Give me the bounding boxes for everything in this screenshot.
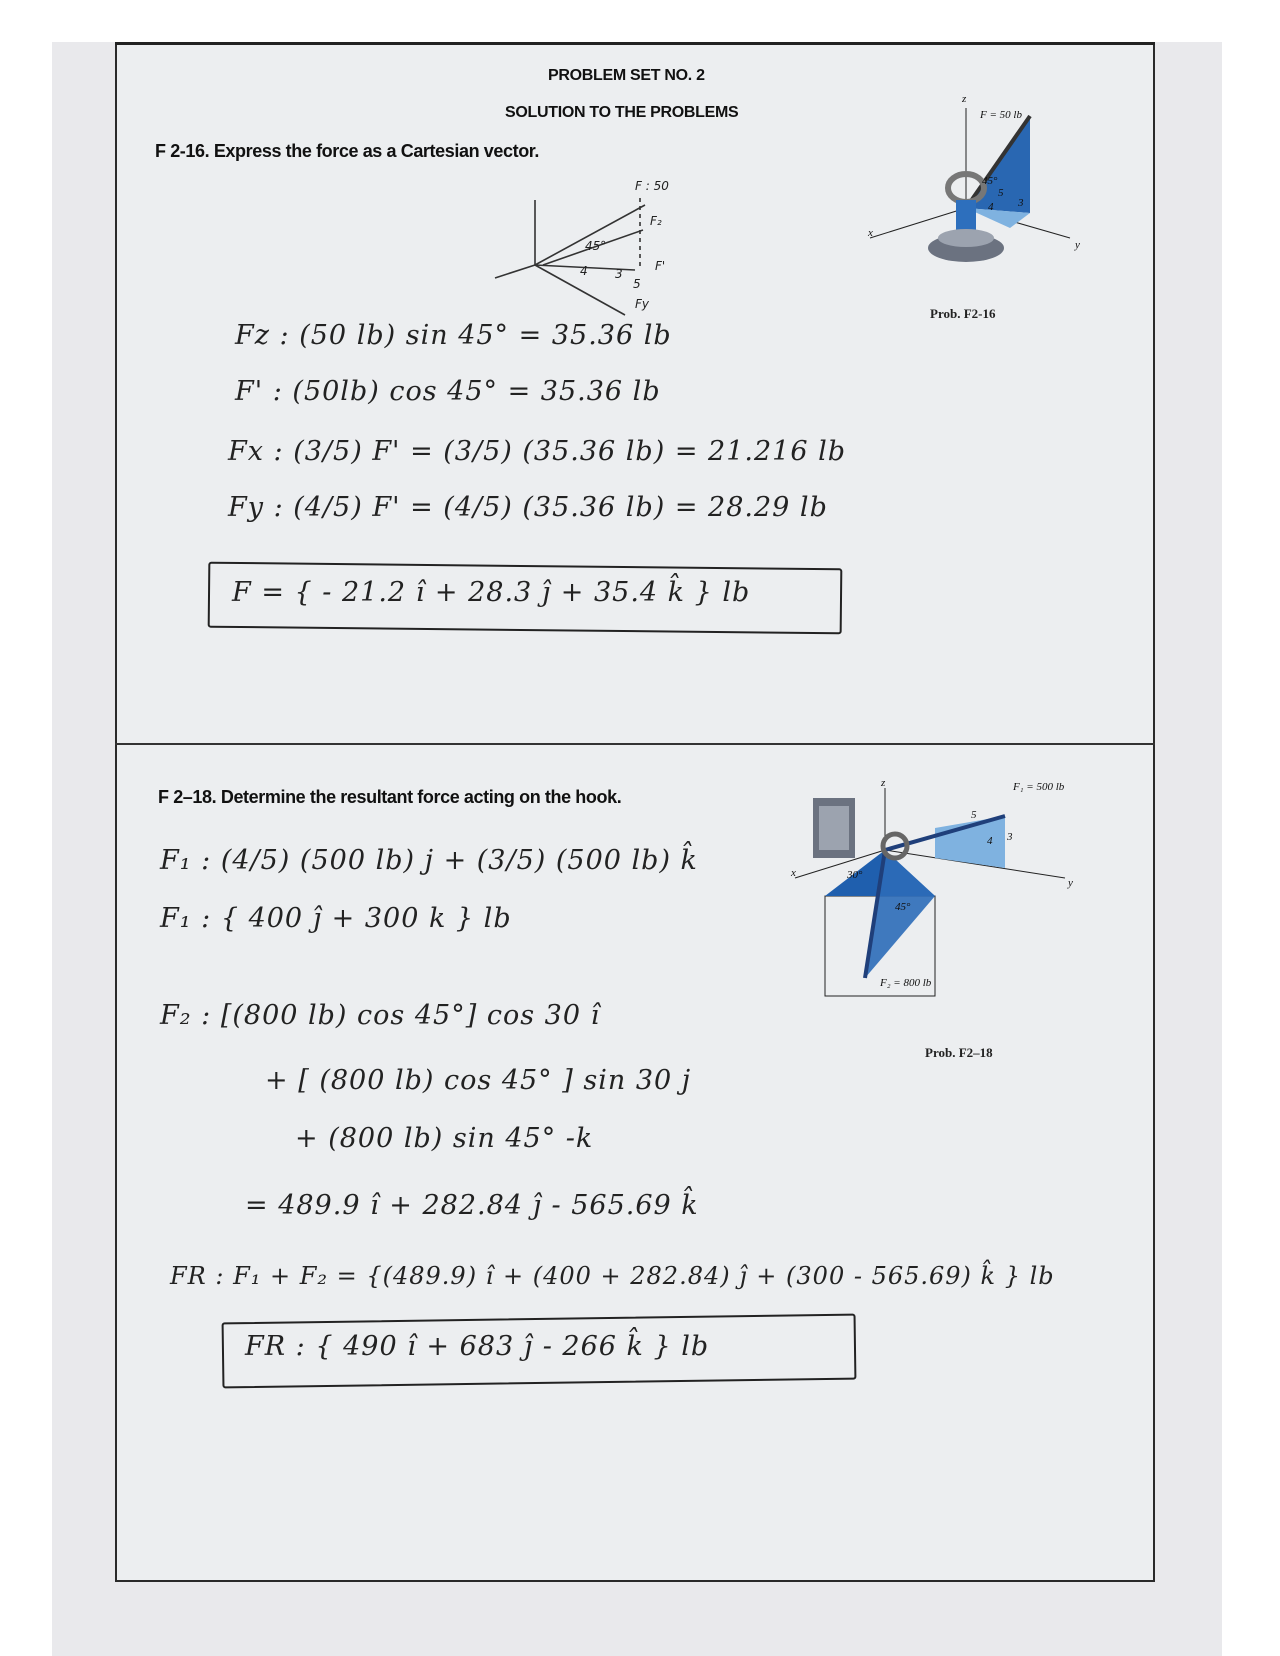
sketch-n4: 4: [580, 264, 588, 278]
p1-line-fx: Fx : (3/5) F' = (3/5) (35.36 lb) = 21.216 lb: [228, 436, 847, 467]
fig2-n3: 3: [1007, 831, 1013, 843]
problem-set-title: PROBLEM SET NO. 2: [548, 67, 705, 84]
fig2-axis-y: y: [1068, 877, 1073, 889]
fig1-n3: 3: [1018, 197, 1024, 209]
p2-line-f2-result: = 489.9 î + 282.84 ĵ - 565.69 k̂: [245, 1190, 699, 1221]
fig1-axis-x: x: [868, 227, 873, 239]
p2-line-resultant-sum: FR : F₁ + F₂ = {(489.9) î + (400 + 282.84) ĵ + (300 - 565.69) k̂ } lb: [170, 1262, 1055, 1290]
p1-answer: F = { - 21.2 î + 28.3 ĵ + 35.4 k̂ } lb: [232, 577, 751, 608]
sketch-force-label: F : 50: [635, 179, 669, 193]
problem-f2-18-title: F 2–18. Determine the resultant force acting on the hook.: [158, 787, 622, 807]
p2-line-f1-vector: F₁ : { 400 ĵ + 300 k } lb: [160, 903, 512, 934]
fig1-axis-y: y: [1075, 239, 1080, 251]
fig2-angle45: 45°: [895, 901, 911, 913]
problem-set-subtitle: SOLUTION TO THE PROBLEMS: [505, 104, 739, 121]
fig2-n4: 4: [987, 835, 993, 847]
fig1-n5: 5: [998, 187, 1004, 199]
p1-line-fprime: F' : (50lb) cos 45° = 35.36 lb: [235, 376, 661, 407]
fig2-n5: 5: [971, 809, 977, 821]
sketch-fy-label: Fy: [635, 297, 650, 311]
fig1-force-label: F = 50 lb: [980, 109, 1022, 121]
sketch-n3: 3: [615, 267, 623, 281]
problem-f2-16-title: F 2-16. Express the force as a Cartesian vector.: [155, 141, 539, 161]
top-border: [115, 42, 1155, 45]
fig2-angle30: 30°: [847, 869, 863, 881]
fig1-n4: 4: [988, 201, 994, 213]
p2-line-f2-j: + [ (800 lb) cos 45° ] sin 30 j: [265, 1065, 692, 1096]
textbook-figure-f2-16: [870, 88, 1100, 323]
sketch-f2-label: F₂: [650, 214, 662, 228]
p1-line-fz: Fz : (50 lb) sin 45° = 35.36 lb: [235, 320, 672, 351]
p2-answer: FR : { 490 î + 683 ĵ - 266 k̂ } lb: [245, 1331, 710, 1362]
section-divider: [115, 743, 1155, 745]
fig2-axis-x: x: [791, 867, 796, 879]
fig1-angle: 45°: [982, 175, 998, 187]
hand-sketch-f2-16: [485, 170, 735, 330]
sketch-n5: 5: [633, 277, 641, 291]
p2-line-f1-expr: F₁ : (4/5) (500 lb) j + (3/5) (500 lb) k̂: [160, 845, 698, 876]
p1-line-fy: Fy : (4/5) F' = (4/5) (35.36 lb) = 28.29 lb: [228, 492, 828, 523]
figure-caption-f2-18: Prob. F2–18: [925, 1045, 993, 1060]
p2-line-f2-i: F₂ : [(800 lb) cos 45°] cos 30 î: [160, 1000, 601, 1031]
fig1-axis-z: z: [962, 93, 967, 105]
sketch-fprime-label: F': [655, 259, 666, 273]
fig2-f1-label: F₁ = 500 lb: [1013, 781, 1065, 793]
figure-caption-f2-16: Prob. F2-16: [930, 306, 996, 321]
p2-line-f2-k: + (800 lb) sin 45° -k: [295, 1123, 594, 1154]
fig2-axis-z: z: [881, 777, 886, 789]
fig2-f2-label: F₂ = 800 lb: [880, 977, 932, 989]
textbook-figure-f2-18: [791, 777, 1095, 1028]
sketch-angle-label: 45°: [585, 239, 607, 253]
